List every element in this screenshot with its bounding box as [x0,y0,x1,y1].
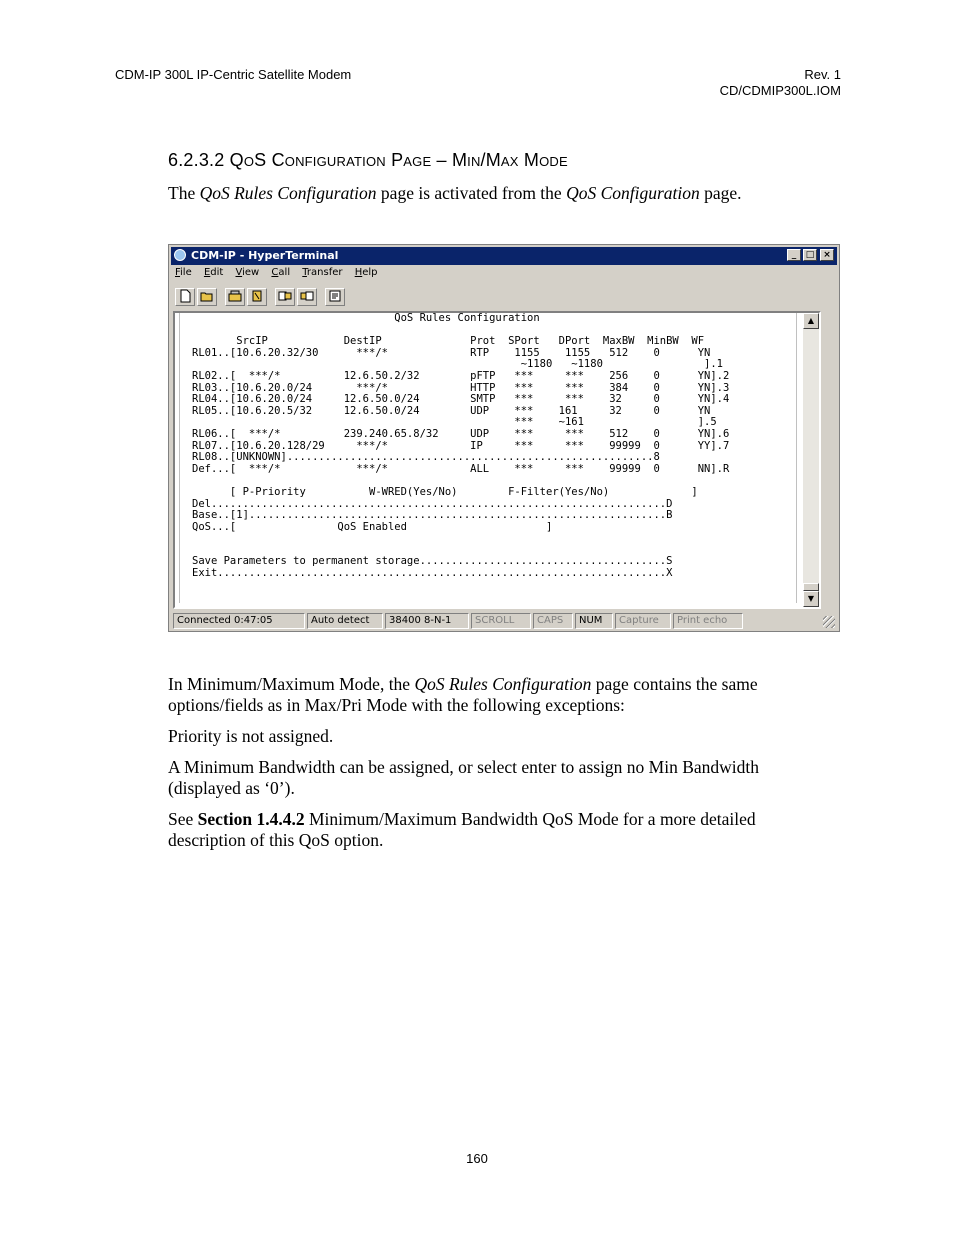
intro-text-3: page. [699,183,742,203]
send-icon[interactable] [275,288,295,306]
toolbar [173,287,835,309]
status-caps: CAPS [533,613,573,629]
scroll-down-arrow-icon[interactable]: ▼ [803,591,819,607]
body-paragraph-3: A Minimum Bandwidth can be assigned, or select enter to assign no Min Bandwidth (displayed as ‘0’). [168,757,760,798]
document-id: CD/CDMIP300L.IOM [719,83,841,98]
disconnect-phone-icon[interactable] [247,288,267,306]
terminal-line: RL03..[10.6.20.0/24 ***/* HTTP *** *** 384 0 YN].3 [192,381,730,394]
running-header-right [720,67,841,99]
status-scroll: SCROLL [471,613,531,629]
window-titlebar[interactable] [171,247,837,265]
new-document-icon[interactable] [175,288,195,306]
close-button[interactable]: × [820,249,834,261]
terminal-line: ~1180 ~1180 ].1 [192,358,724,371]
status-capture: Capture [615,613,671,629]
status-connected: Connected 0:47:05 [173,613,305,629]
terminal-line: RL02..[ ***/* 12.6.50.2/32 pFTP *** *** 256 0 YN].2 [192,369,730,382]
terminal-line: QoS Rules Configuration [192,313,540,324]
status-print-echo: Print echo [673,613,743,629]
intro-text-2: page is activated from the [376,183,567,203]
section-heading: 6.2.3.2 QoS Configuration Page – Min/Max Mode [168,150,568,170]
terminal-line [192,533,796,545]
p1-text-2: page contains the same options/fields as in Max/Pri Mode with the following exceptions: [168,674,758,715]
status-num: NUM [575,613,613,629]
terminal-line: Def...[ ***/* ***/* ALL *** *** 99999 0 NN].R [192,462,730,475]
terminal-line: RL01..[10.6.20.32/30 ***/* RTP 1155 1155 512 0 YN [192,346,711,359]
terminal-area[interactable] [173,311,821,609]
running-header-title: CDM-IP 300L IP-Centric Satellite Modem [115,67,352,82]
terminal-screen [179,313,797,603]
intro-text-1: The [168,183,200,203]
terminal-text [180,313,796,580]
intro-italic-1: QoS Rules Configuration [199,183,377,203]
terminal-line: QoS...[ QoS Enabled ] [192,520,553,533]
scroll-up-arrow-icon[interactable]: ▲ [803,313,819,329]
properties-icon[interactable] [325,288,345,306]
terminal-line: [ P-Priority W-WRED(Yes/No) F-Filter(Yes/No) ] [192,485,698,498]
terminal-line: Del........................................................................D [192,497,673,510]
page-number: 160 [466,1151,488,1166]
menu-help[interactable]: Help [354,267,378,278]
connect-phone-icon[interactable] [225,288,245,306]
terminal-line: SrcIP DestIP Prot SPort DPort MaxBW MinBW WF [192,335,705,348]
maximize-button[interactable]: □ [803,249,817,261]
menu-bar [175,267,387,283]
hyperterminal-app-icon [174,249,186,261]
terminal-line: RL04..[10.6.20.0/24 12.6.50.0/24 SMTP *** *** 32 0 YN].4 [192,393,730,406]
terminal-line: RL08..[UNKNOWN]..........................................................8 [192,451,660,464]
terminal-line: RL05..[10.6.20.5/32 12.6.50.0/24 UDP *** 161 32 0 YN [192,404,711,417]
scroll-thumb[interactable] [803,583,819,591]
receive-icon[interactable] [297,288,317,306]
hyperterminal-window [168,244,840,632]
resize-grip-icon[interactable] [823,616,835,628]
p4-section-ref: Section 1.4.4.2 [197,809,305,829]
terminal-line: Exit.......................................................................X [192,567,673,580]
terminal-line: Save Parameters to permanent storage.......................................S [192,555,673,568]
menu-edit[interactable]: Edit [203,267,224,278]
body-paragraph-4 [168,809,818,851]
minimize-button[interactable]: _ [787,249,801,261]
intro-paragraph [168,183,818,204]
revision-label: Rev. 1 [804,67,841,82]
p1-text-1: In Minimum/Maximum Mode, the [168,674,415,694]
menu-transfer[interactable]: Transfer [302,267,343,278]
terminal-line: *** ~161 ].5 [192,416,717,429]
menu-call[interactable]: Call [271,267,291,278]
intro-italic-2: QoS Configuration [566,183,700,203]
p4-text-1: See [168,809,198,829]
body-paragraph-1 [168,674,818,716]
p4-text-2: Minimum/Maximum Bandwidth QoS Mode for a more detailed description of this QoS option. [168,809,756,850]
p1-italic: QoS Rules Configuration [414,674,592,694]
terminal-line: RL07..[10.6.20.128/29 ***/* IP *** *** 99999 0 YY].7 [192,439,730,452]
status-port: 38400 8-N-1 [385,613,469,629]
status-detect: Auto detect [307,613,383,629]
status-bar [171,612,837,630]
body-paragraph-2: Priority is not assigned. [168,726,334,746]
terminal-line: Base..[1]..................................................................B [192,509,673,522]
open-folder-icon[interactable] [197,288,217,306]
menu-view[interactable]: View [235,267,260,278]
vertical-scrollbar[interactable] [803,313,819,607]
terminal-line: RL06..[ ***/* 239.240.65.8/32 UDP *** *** 512 0 YN].6 [192,427,730,440]
window-title: CDM-IP - HyperTerminal [191,249,339,262]
menu-file[interactable]: File [175,267,192,278]
